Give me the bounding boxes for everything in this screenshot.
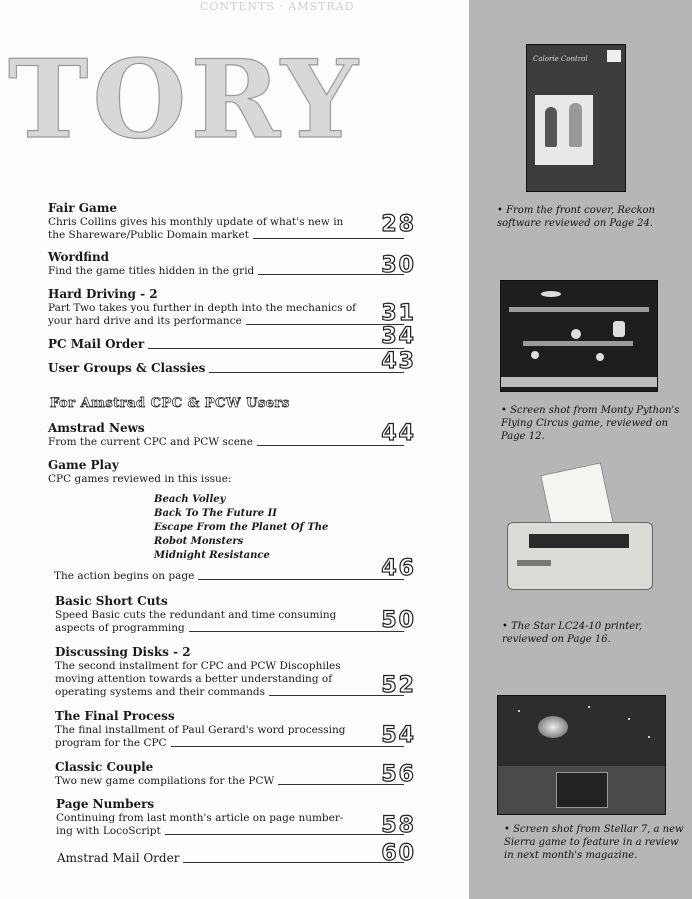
entry-desc-line: ing with LocoScript bbox=[56, 825, 408, 838]
cover-image bbox=[526, 44, 626, 192]
games-list bbox=[154, 493, 328, 563]
entry-discussing-disks[interactable] bbox=[55, 645, 416, 699]
entry-title: Wordfind bbox=[48, 250, 110, 264]
entry-desc-line: Part Two takes you further in depth into the mechanics of bbox=[48, 302, 357, 314]
entry-desc-line: The second installment for CPC and PCW Discophiles bbox=[55, 660, 341, 672]
entry-wordfind[interactable] bbox=[48, 250, 416, 278]
entry-title: Classic Couple bbox=[55, 760, 154, 774]
section-heading: For Amstrad CPC & PCW Users bbox=[50, 396, 290, 411]
entry-title: Game Play bbox=[48, 458, 119, 472]
page-number: 46 bbox=[381, 556, 416, 581]
entry-desc-line: Speed Basic cuts the redundant and time consuming bbox=[55, 609, 337, 621]
page-number: 28 bbox=[381, 212, 416, 237]
game-item: Midnight Resistance bbox=[154, 550, 270, 561]
entry-desc-line: Chris Collins gives his monthly update of what's new in bbox=[48, 216, 344, 228]
page-number: 50 bbox=[381, 608, 416, 633]
game-item: Beach Volley bbox=[154, 494, 226, 505]
entry-desc-line: CPC games reviewed in this issue: bbox=[48, 473, 232, 485]
entry-desc-line: operating systems and their commands bbox=[55, 686, 408, 699]
caption-stellar-7: • Screen shot from Stellar 7, a new Sierra game to feature in a review in next month's magazine. bbox=[504, 824, 684, 861]
entry-amstrad-mail-order[interactable] bbox=[57, 841, 416, 866]
caption-monty-python: • Screen shot from Monty Python's Flying Circus game, reviewed on Page 12. bbox=[501, 405, 680, 442]
entry-title: Fair Game bbox=[48, 201, 118, 215]
entry-page-numbers[interactable] bbox=[56, 797, 416, 838]
entry-desc-line: The final installment of Paul Gerard's word processing bbox=[55, 724, 346, 736]
page-number: 60 bbox=[381, 841, 416, 866]
entry-desc-line: moving attention towards a better understanding of bbox=[55, 673, 333, 685]
entry-title: Discussing Disks - 2 bbox=[55, 645, 191, 659]
game-item: Escape From the Planet Of The bbox=[154, 522, 329, 533]
entry-desc-line: Two new game compilations for the PCW bbox=[55, 775, 408, 788]
entry-game-play[interactable] bbox=[48, 458, 408, 486]
page-number: 31 bbox=[381, 301, 416, 326]
game-item: Back To The Future II bbox=[154, 508, 277, 519]
cover-photo bbox=[535, 95, 593, 165]
page-number: 58 bbox=[381, 813, 416, 838]
entry-amstrad-news[interactable] bbox=[48, 421, 416, 449]
entry-title: User Groups & Classies bbox=[48, 361, 408, 376]
entry-desc-line: The action begins on page bbox=[54, 570, 408, 583]
entry-title: Basic Short Cuts bbox=[55, 594, 168, 608]
entry-desc-line: Continuing from last month's article on page number- bbox=[56, 812, 344, 824]
header-ghost-text: CONTENTS · AMSTRAD bbox=[200, 0, 355, 12]
entry-desc-line: aspects of programming bbox=[55, 622, 408, 635]
entry-desc-line: your hard drive and its performance bbox=[48, 315, 408, 328]
entry-desc-line: Find the game titles hidden in the grid bbox=[48, 265, 408, 278]
entry-title: Hard Driving - 2 bbox=[48, 287, 158, 301]
page-number: 34 bbox=[381, 324, 416, 349]
page-number: 54 bbox=[381, 723, 416, 748]
entry-fair-game[interactable] bbox=[48, 201, 416, 242]
entry-desc-line: From the current CPC and PCW scene bbox=[48, 436, 408, 449]
caption-printer: • The Star LC24-10 printer, reviewed on Page 16. bbox=[502, 621, 642, 645]
caption-cover: • From the front cover, Reckon software reviewed on Page 24. bbox=[497, 205, 655, 229]
game-screenshot-stellar-7 bbox=[497, 695, 666, 815]
entry-title: Amstrad News bbox=[48, 421, 145, 435]
sidebar bbox=[469, 0, 692, 899]
entry-game-play-page[interactable] bbox=[54, 556, 416, 583]
entry-desc-line: the Shareware/Public Domain market bbox=[48, 229, 408, 242]
entry-desc-line: program for the CPC bbox=[55, 737, 408, 750]
page-number: 52 bbox=[381, 673, 416, 698]
entry-basic-short-cuts[interactable] bbox=[55, 594, 416, 635]
entry-user-groups[interactable] bbox=[48, 349, 416, 376]
printer-image bbox=[505, 460, 655, 595]
page-number: 44 bbox=[381, 421, 416, 446]
cover-title: Calorie Control bbox=[533, 55, 588, 63]
entry-title: Page Numbers bbox=[56, 797, 155, 811]
page-number: 43 bbox=[381, 349, 416, 374]
entry-pc-mail-order[interactable] bbox=[48, 324, 416, 352]
logo-badge bbox=[607, 50, 621, 62]
page-number: 56 bbox=[381, 762, 416, 787]
entry-final-process[interactable] bbox=[55, 709, 416, 750]
page-number: 30 bbox=[381, 253, 416, 278]
page-title: TORY bbox=[8, 37, 362, 163]
entry-title: Amstrad Mail Order bbox=[57, 851, 408, 866]
entry-title: PC Mail Order bbox=[48, 337, 408, 352]
entry-classic-couple[interactable] bbox=[55, 760, 416, 788]
entry-hard-driving[interactable] bbox=[48, 287, 416, 328]
game-item: Robot Monsters bbox=[154, 536, 244, 547]
game-screenshot-monty-python bbox=[500, 280, 658, 392]
entry-title: The Final Process bbox=[55, 709, 175, 723]
